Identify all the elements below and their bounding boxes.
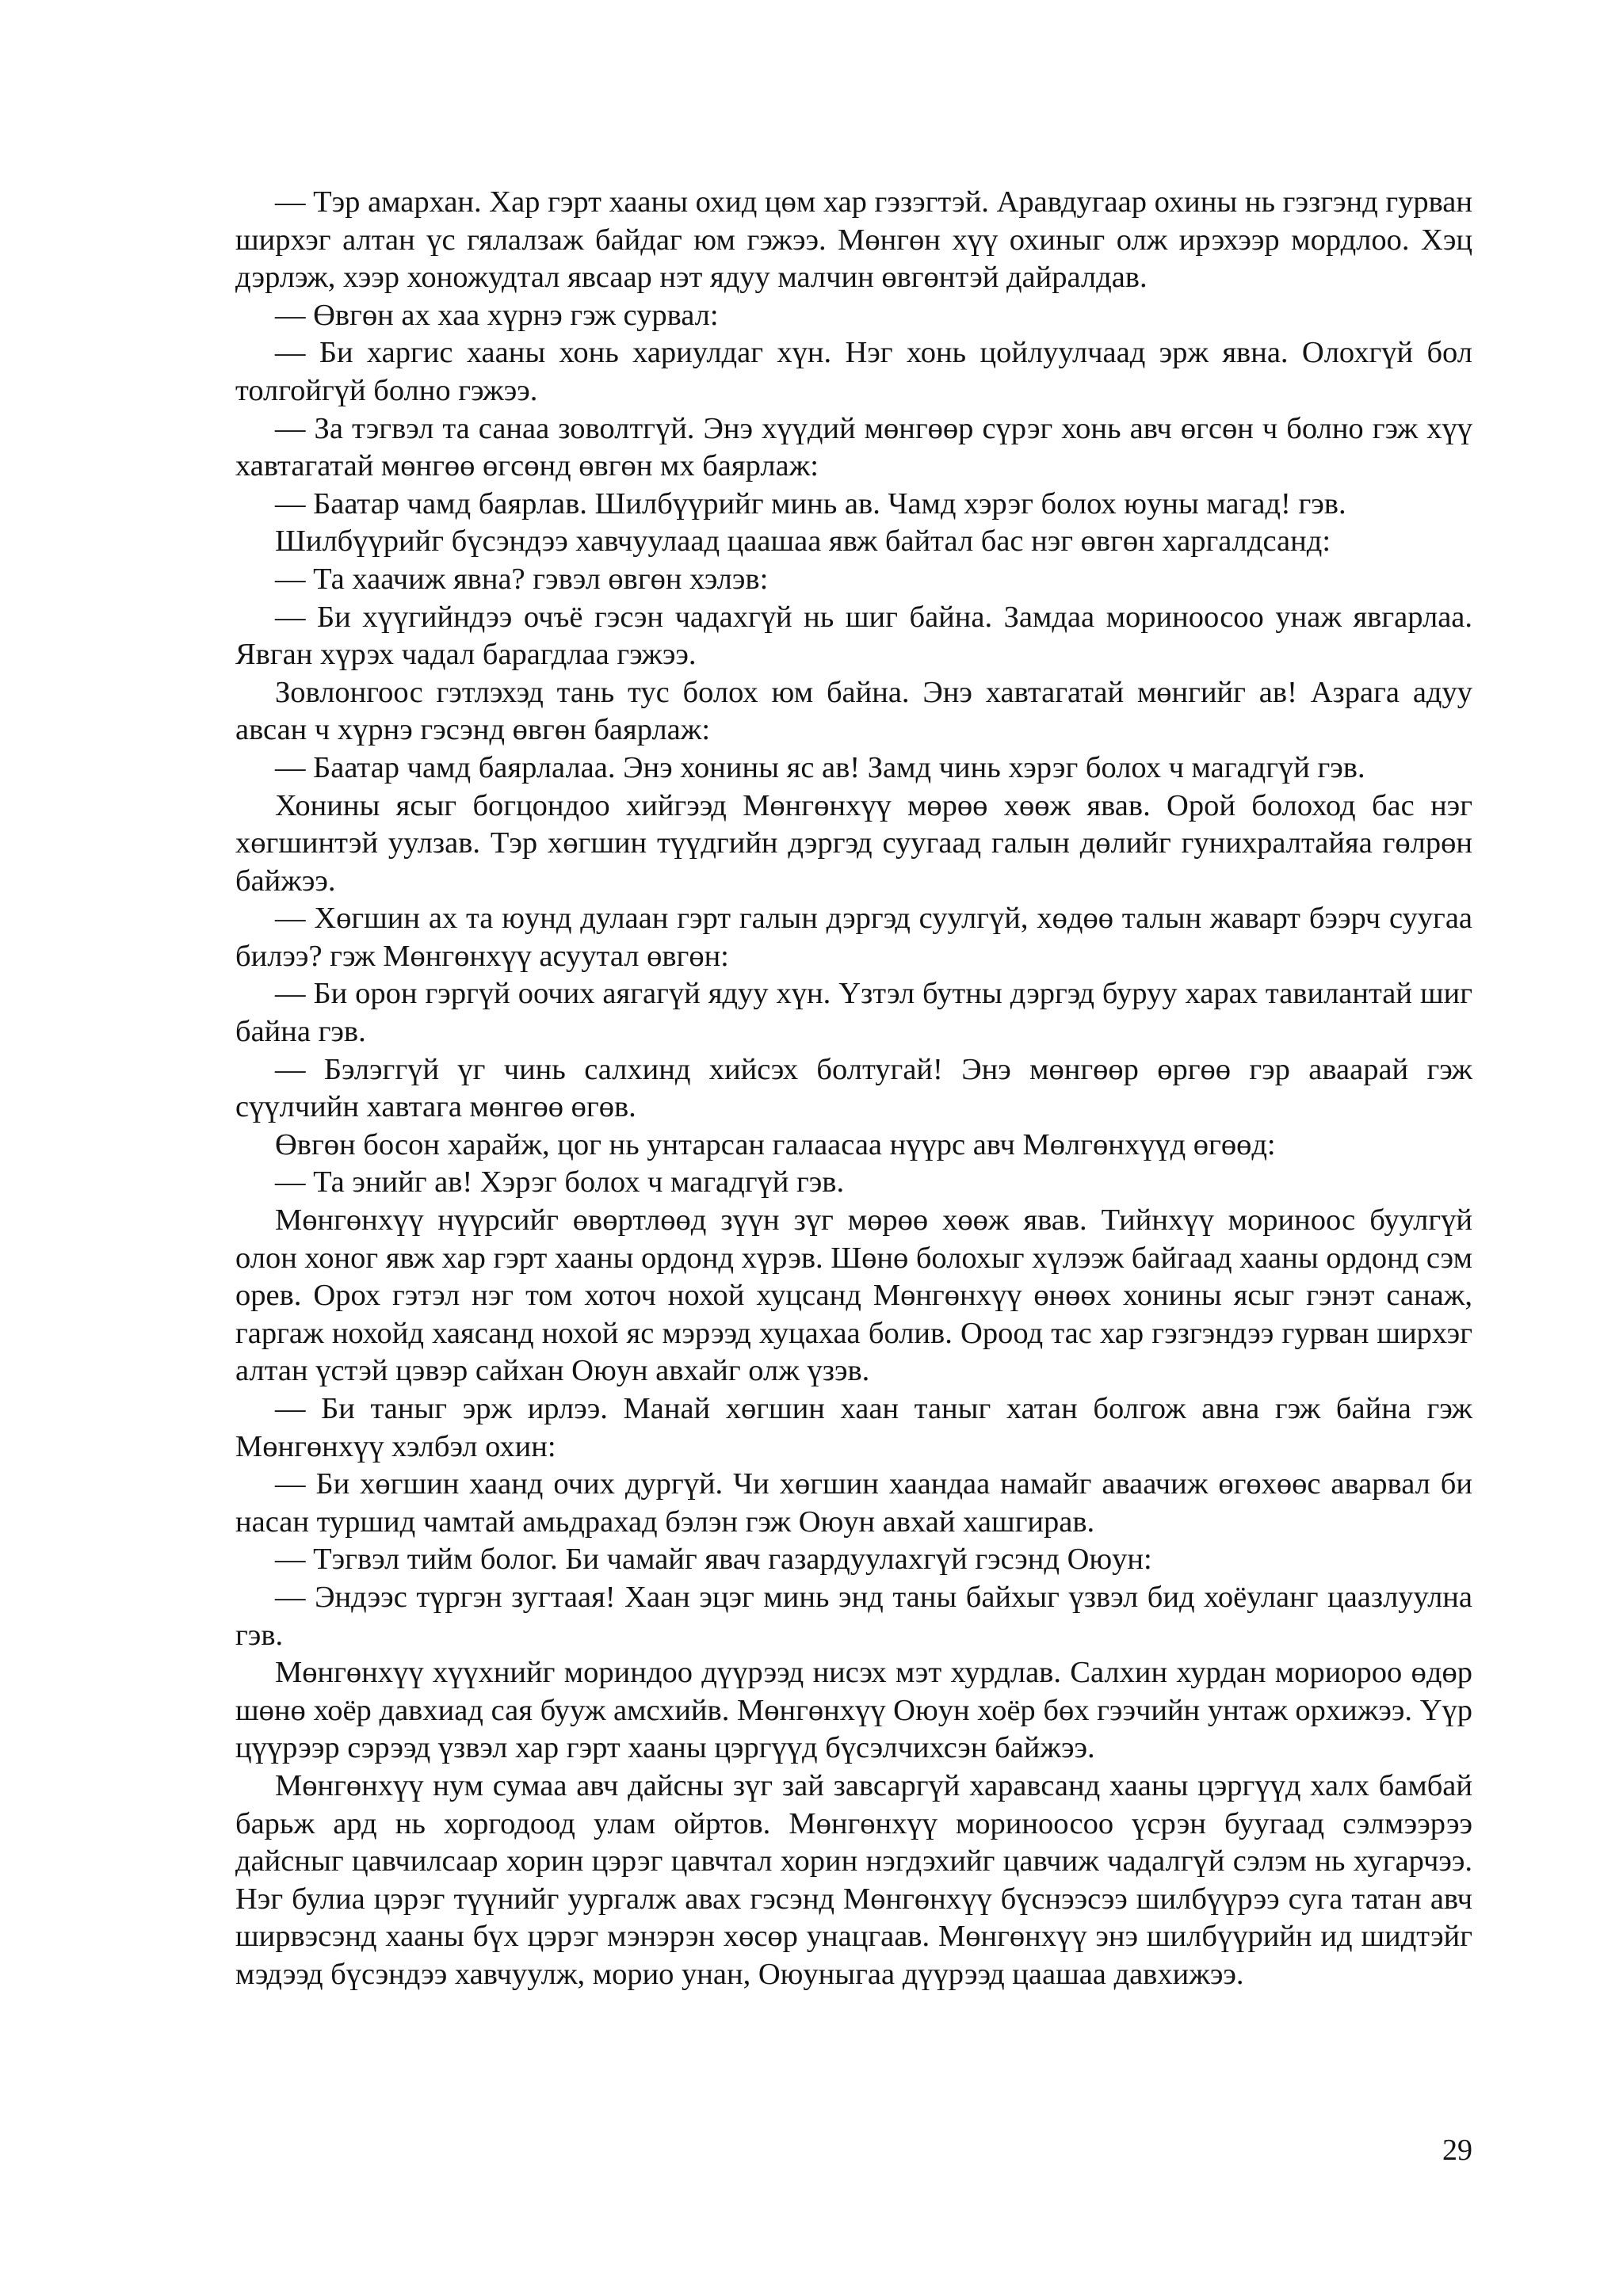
paragraph: — Та энийг ав! Хэрэг болох ч магадгүй гэв. — [275, 1165, 845, 1199]
paragraph: — Баатар чамд баярлав. Шилбүүрийг минь ав. Чамд хэрэг болох юуны магад! гэв. — [275, 486, 1346, 521]
paragraph: — Би харгис хааны хонь хариулдаг хүн. Нэг хонь цойлуулчаад эрж явна. Олохгүй бол толгойгүй болно гэжээ. — [235, 336, 1472, 407]
paragraph: Шилбүүрийг бүсэндээ хавчуулаад цаашаа явж байтал бас нэг өвгөн харгалдсанд: — [275, 524, 1331, 559]
paragraph: — Баатар чамд баярлалаа. Энэ хонины яс ав! Замд чинь хэрэг болох ч магадгүй гэв. — [275, 750, 1365, 784]
paragraph: — Өвгөн ах хаа хүрнэ гэж сурвал: — [275, 298, 719, 332]
paragraph: Мөнгөнхүү нүүрсийг өвөртлөөд зүүн зүг мөрөө хөөж явав. Тийнхүү мориноос буулгүй олон хоног явж хар гэрт хааны ордонд хүрэв. Шөнө болохыг хүлээж байгаад хааны ордонд сэм орев. Орох гэтэл нэг том хоточ нохой хуцсанд Мөнгөнхүү өнөөх хонины ясыг гэнэт санаж, гаргаж нохойд хаясанд нохой яс мэрээд хуцахаа болив. Ороод тас хар гэзгэндээ гурван ширхэг алтан үстэй цэвэр сайхан Оюун авхайг олж үзэв. — [235, 1203, 1472, 1388]
paragraph: — Би хүүгийндээ очъё гэсэн чадахгүй нь шиг байна. Замдаа мориноосоо унаж явгарлаа. Явган хүрэх чадал барагдлаа гэжээ. — [235, 600, 1472, 672]
paragraph: — Хөгшин ах та юунд дулаан гэрт галын дэргэд суулгүй, хөдөө талын жаварт бээрч суугаа билээ? гэж Мөнгөнхүү асуутал өвгөн: — [235, 902, 1472, 973]
paragraph: Хонины ясыг богцондоо хийгээд Мөнгөнхүү мөрөө хөөж явав. Орой болоход бас нэг хөгшинтэй уулзав. Тэр хөгшин түүдгийн дэргэд суугаад галын дөлийг гунихралтайяа гөлрөн байжээ. — [235, 788, 1472, 898]
paragraph: — За тэгвэл та санаа зоволтгүй. Энэ хүүдий мөнгөөр сүрэг хонь авч өгсөн ч болно гэж хүү хавтагатай мөнгөө өгсөнд өвгөн мх баярлаж: — [235, 411, 1472, 483]
paragraph: Зовлонгоос гэтлэхэд тань тус болох юм байна. Энэ хавтагатай мөнгийг ав! Азрага адуу авсан ч хүрнэ гэсэнд өвгөн баярлаж: — [235, 675, 1472, 747]
paragraph: — Би хөгшин хаанд очих дургүй. Чи хөгшин хаандаа намайг аваачиж өгөхөөс аварвал би насан туршид чамтай амьдрахад бэлэн гэж Оюун авхай хашгирав. — [235, 1467, 1472, 1539]
body-text — [235, 184, 1472, 1994]
paragraph: — Эндээс түргэн зугтаая! Хаан эцэг минь энд таны байхыг үзвэл бид хоёуланг цаазлуулна гэв. — [235, 1580, 1472, 1652]
paragraph: Мөнгөнхүү нум сумаа авч дайсны зүг зай завсаргүй харавсанд хааны цэргүүд халх бамбай барьж ард нь хоргодоод улам ойртов. Мөнгөнхүү мориноосоо үсрэн буугаад сэлмээрээ дайсныг цавчилсаар хорин цэрэг цавчтал хорин нэгдэхийг цавчиж чадалгүй сэлэм нь хугарчээ. Нэг булиа цэрэг түүнийг уургалж авах гэсэнд Мөнгөнхүү бүснээсээ шилбүүрээ суга татан авч ширвэсэнд хааны бүх цэрэг мэнэрэн хөсөр унацгаав. Мөнгөнхүү энэ шилбүүрийн ид шидтэйг мэдээд бүсэндээ хавчуулж, морио унан, Оюуныгаа дүүрээд цаашаа давхижээ. — [235, 1768, 1472, 1991]
paragraph: — Бэлэггүй үг чинь салхинд хийсэх болтугай! Энэ мөнгөөр өргөө гэр аваарай гэж сүүлчийн хавтага мөнгөө өгөв. — [235, 1052, 1472, 1124]
paragraph: — Би таныг эрж ирлээ. Манай хөгшин хаан таныг хатан болгож авна гэж байна гэж Мөнгөнхүү хэлбэл охин: — [235, 1392, 1472, 1463]
paragraph: Өвгөн босон харайж, цог нь унтарсан галаасаа нүүрс авч Мөлгөнхүүд өгөөд: — [275, 1127, 1276, 1161]
paragraph: — Би орон гэргүй оочих аягагүй ядуу хүн. Үзтэл бутны дэргэд буруу харах тавилантай шиг байна гэв. — [235, 977, 1472, 1049]
paragraph: — Тэр амархан. Хар гэрт хааны охид цөм хар гэзэгтэй. Аравдугаар охины нь гэзгэнд гурван ширхэг алтан үс гялалзаж байдаг юм гэжээ. Мөнгөн хүү охиныг олж ирэхээр мордлоо. Хэц дэрлэж, хээр хоножудтал явсаар нэт ядуу малчин өвгөнтэй дайралдав. — [235, 185, 1472, 295]
paragraph: Мөнгөнхүү хүүхнийг мориндоо дүүрээд нисэх мэт хурдлав. Салхин хурдан мориороо өдөр шөнө хоёр давхиад сая бууж амсхийв. Мөнгөнхүү Оюун хоёр бөх гээчийн унтаж орхижээ. Үүр цүүрээр сэрээд үзвэл хар гэрт хааны цэргүүд бүсэлчихсэн байжээ. — [235, 1656, 1472, 1765]
page-number: 29 — [1442, 2134, 1472, 2167]
paragraph: — Та хаачиж явна? гэвэл өвгөн хэлэв: — [275, 562, 769, 596]
paragraph: — Тэгвэл тийм болог. Би чамайг явач газардуулахгүй гэсэнд Оюун: — [275, 1543, 1152, 1577]
